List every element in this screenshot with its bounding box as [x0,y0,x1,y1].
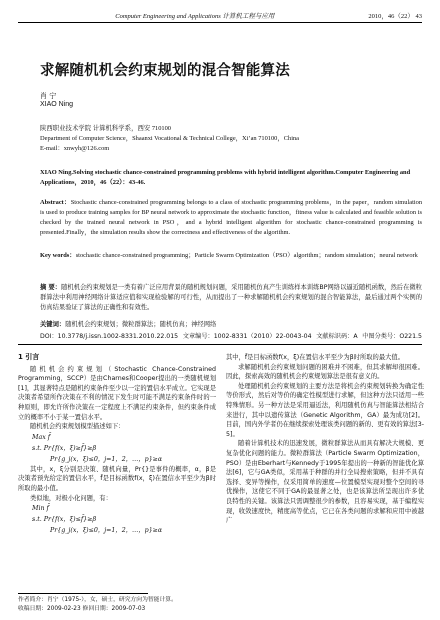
header-issue-page: 2010，46（22） 43 [368,12,422,20]
author-en: XIAO Ning [40,101,74,108]
doi: DOI：10.3778/j.issn.1002-8331.2010.22.015 [40,333,179,340]
citation: XIAO Ning.Solving stochastic chance-constrained programming problems with hybrid intelligent algorithm.Computer Engineering and Applications，2010，46（22）：43-46. [40,169,411,186]
right-column [226,353,424,526]
paragraph: 随机机会约束规划模型描述如下： [30,423,125,431]
author-cn: 肖 宁 [40,92,57,100]
section-rule [18,344,422,345]
formula-line: s.t. Pr{f(x，ξ)≥f̄}≥β [32,444,97,452]
keywords-en [40,251,422,261]
affiliation [40,124,299,155]
author-bio: 作者简介：肖宁（1975-），女，硕士，研究方向为智能计算。 [18,597,177,603]
footnote [18,596,177,613]
formula-line: Pr{g_j(x，ξ)≤0，j=1，2，…，p}≥α [50,455,163,463]
abstract-cn-text: 随机机会约束规划是一类有着广泛应用背景的随机规划问题，采用随机仿真产生训练样本训练BP网络以逼近随机函数，然后在微粒群算法中利用神经网络计算适应值和实现检验解的可行性，从而提出了一种求解随机机会约束规划的混合智能算法，最后通过两个实例的仿真结果验证了算法的正确性和有效性。 [40,284,422,311]
keywords-en-text: stochastic chance-constrained programming；Particle Swarm Optimization（PSO）algorithm；random simulation；neural network [75,252,418,259]
keywords-cn [40,319,422,328]
keywords-en-label: Key words： [40,252,76,259]
abstract-en [40,198,422,238]
formula-line: s.t. Pr{f(x，ξ)≤f̄}≥β [32,516,97,524]
abstract-en-text: Stochastic chance-constrained programming belongs to a class of stochastic programming problems，in the paper，random simulation is used to produce training samples for BP neural network to approximate the stochastic function，fitness value is calculated and feasible solution is checked by the trained neural network in PSO，and a hybrid intelligent algorithm for stochastic chance-constrained programming is presented.Finally，the simulation results show the correctness and effectiveness of the algorithm. [40,199,423,237]
header-journal: Computer Engineering and Applications 计算机工程与应用 [115,12,275,20]
formula-line: Min f̄ [32,505,49,513]
footnote-rule [18,593,148,594]
article-meta [40,331,422,340]
paragraph: 求解随机机会约束规划问题的困难并不困难，但其求解却很困难。因此，探索高效的随机机会约束规划算法是很有意义的。 [226,363,424,381]
paragraph: 其中，f̄是目标函数f(x，ξ)在置信水平至少为β时所取的最大值。 [226,354,405,361]
paragraph: 随机机会约束规划（Stochastic Chance-Constrained Programming，SCCP）是由Charnes和Cooper提出的一类随机规划[1]，其显著特点是随机约束条件至少以一定的置信水平成立。它实现是决策者希望所作决策在不利的情况下发生时可能不满足约束条件时的一种原则，即允许所作决策在一定程度上不满足约束条件，但约束条件成立的概率不小于某一置信水平。 [18,365,216,421]
paper-title: 求解随机机会约束规划的混合智能算法 [40,62,290,79]
left-column [18,353,216,536]
abstract-en-label: Abstract： [40,199,71,206]
affiliation-email: E-mail：xnwyh@126.com [40,145,110,153]
paragraph: 处理随机机会约束规划的主要方法是将机会约束规划转换为确定性等价形式，然后对等价的确定性模型进行求解，但这种方法只适用一些特殊情形。另一种方法是采用逼近法，利用随机仿真与智能算法相结合来进行，其中以遗传算法（Genetic Algorithm，GA）最为成功[2]。目前，国内外学者仍在继续探索处理该类问题的新的、更有效的算法[3-5]。 [226,382,424,438]
header-rule [18,22,422,23]
keywords-cn-label: 关键词： [40,321,66,328]
paragraph: 其中，x，ξ分别是决策、随机向量，Pr{}是事件的概率，α，β是决策者预先给定的置信水平，f̄是目标函数f(x，ξ)在置信水平至少为β时所取的最小值。 [18,465,216,492]
keywords-cn-text: 随机机会约束规划；微粒群算法；随机仿真；神经网络 [65,321,217,328]
article-number: 文章编号：1002-8331（2010）22-0043-04 [182,333,312,340]
formula-min [18,503,216,536]
document-code: 文献标识码：A [316,333,358,340]
formula-line: Pr{g_j(x，ξ)≤0，j=1，2，…，p}≥α [50,527,163,535]
paragraph: 随着计算机技术的迅速发展，微粒群算法从而具有解决大规模、更复杂优化问题的能力。微粒群算法（Particle Swarm Optimization，PSO）是由Eberhart与Kennedy于1995年提出的一种新的智能优化算法[6]，它与GA类似，采用基于种群的并行全局搜索策略，但并不具有选择、变异等操作，仅采用简单的速度—位置模型实现对整个空间的寻优操作，这使它不同于GA的最显著之处，也是该算法所呈现出许多优良特性的关键。该算法只需调整很少的参数，且容易实现，基于编程实现，收敛速度快，精度高等优点，它已在各类问题的求解和应用中被越广 [226,440,424,525]
section-heading: 1 引言 [18,353,40,361]
affiliation-line: Department of Computer Science，Shaanxi Vocational & Technical College，Xi’an 710100，China [40,135,300,143]
affiliation-line: 陕西职业技术学院 计算机科学系，西安 710100 [40,125,172,132]
paragraph: 类似地，对极小化问题，有： [30,494,112,502]
formula-line: Max f̄ [32,433,51,441]
received-dates: 收稿日期：2009-02-23 修回日期：2009-07-03 [18,605,146,612]
formula-max [18,432,216,465]
running-header [18,9,422,21]
abstract-cn-label: 摘 要： [40,284,62,291]
abstract-cn [40,283,422,313]
clc-number: 中图分类号：O221.5 [362,333,422,340]
